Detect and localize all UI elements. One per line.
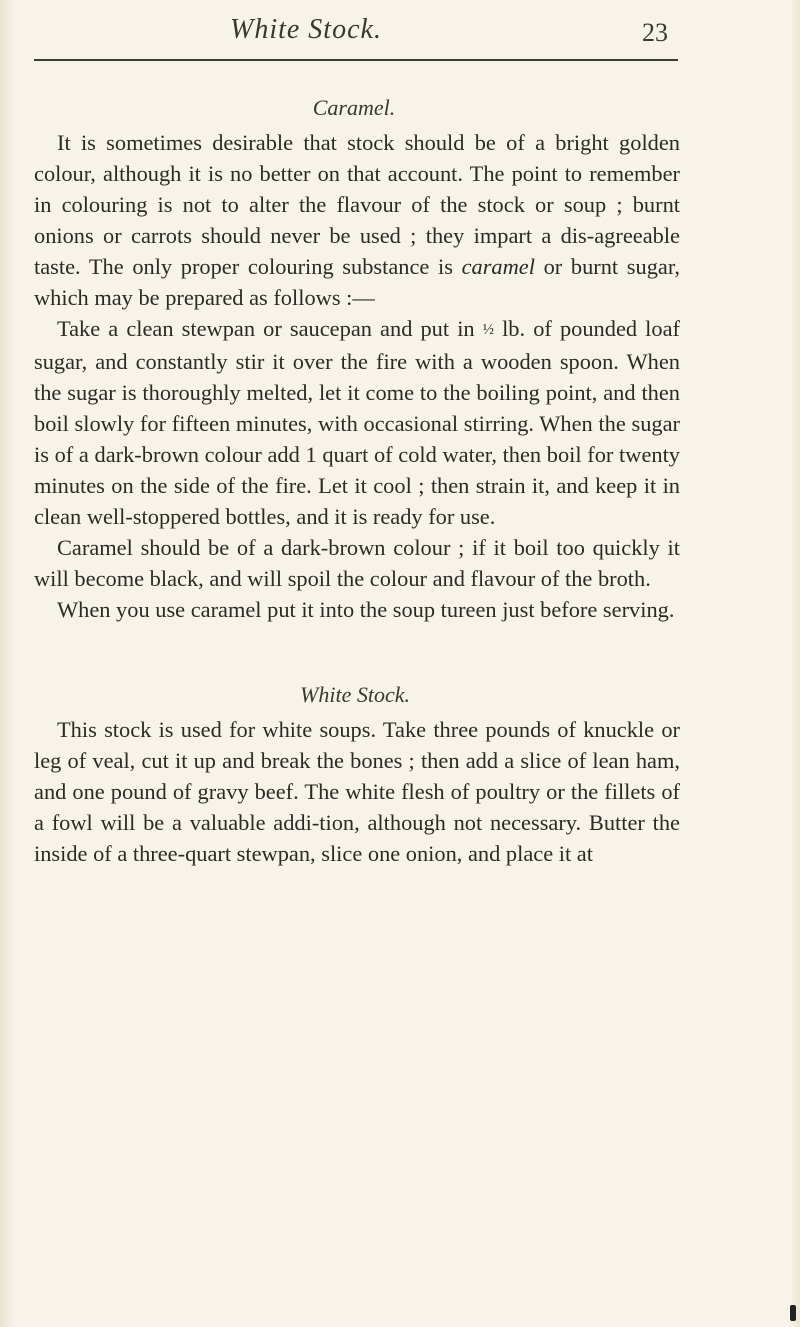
header-rule [34,59,678,61]
white-stock-section-text [34,714,680,869]
paragraph [34,127,680,313]
paragraph-text: lb. of pounded loaf sugar, and constantly stir it over the fire with a wooden spoon. When the sugar is thoroughly melted, let it come to the boiling point, and then boil slowly for fifteen minutes, with occasional stirring. When the sugar is of a dark-brown colour add 1 quart of cold water, then boil for twenty minutes on the side of the fire. Let it cool ; then strain it, and keep it in clean well-stoppered bottles, and it is ready for use. [34,316,680,529]
paragraph-text: It is sometimes desirable that stock should be of a bright golden colour, although it is no better on that account. The point to remember in colouring is not to alter the flavour of the stock or soup ; burnt onions or carrots should never be used ; they impart a dis-agreeable taste. The only proper colouring substance is [34,130,680,279]
running-title: White Stock. [230,14,382,45]
section-heading-white-stock: White Stock. [300,682,410,707]
page-gutter-shadow [0,0,14,1327]
paragraph: This stock is used for white soups. Take three pounds of knuckle or leg of veal, cut it up and break the bones ; then add a slice of lean ham, and one pound of gravy beef. The white flesh of poultry or the fillets of a fowl will be a valuable addi-tion, although not necessary. Butter the inside of a three-quart stewpan, slice one onion, and place it at [34,717,680,866]
running-head [0,14,800,54]
fraction: ½ [482,322,494,338]
paragraph: When you use caramel put it into the soup tureen just before serving. [57,597,675,622]
scan-mark [790,1305,796,1321]
caramel-section-text [34,127,680,625]
paragraph [34,313,680,532]
paragraph: Caramel should be of a dark-brown colour ; if it boil too quickly it will become black, and will spoil the colour and flavour of the broth. [34,535,680,591]
italic-term: caramel [461,254,535,279]
page-edge-shadow [790,0,800,1327]
section-heading-caramel: Caramel. [312,95,396,120]
paragraph-text: or burnt sugar, which may be prepared as follows :— [34,254,680,310]
paragraph-text: Take a clean stewpan or saucepan and put in [57,316,483,341]
page-number: 23 [642,18,668,47]
